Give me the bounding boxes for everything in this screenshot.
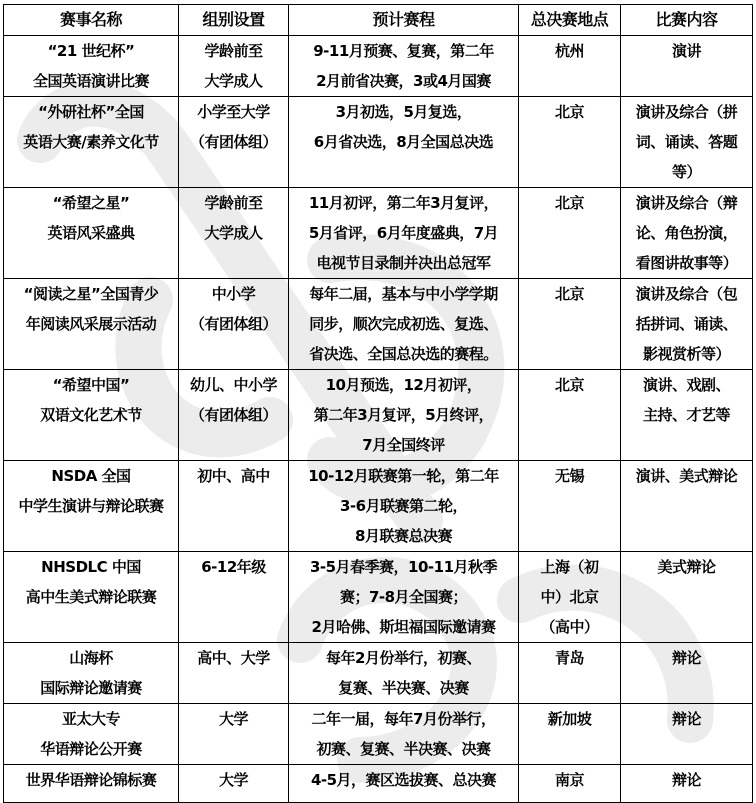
table-row <box>4 188 753 279</box>
cell-schedule <box>289 97 519 188</box>
header-final-venue: 总决赛地点 <box>519 5 621 36</box>
cell-line: 论、角色扮演， <box>635 224 738 242</box>
cell-line: 每年二届，基本与中小学学期 <box>309 285 498 303</box>
cell-line: 6-12年级 <box>201 558 266 576</box>
cell-content <box>621 370 753 461</box>
cell-line: 复赛、半决赛、决赛 <box>338 679 469 697</box>
cell-final-venue <box>519 461 621 552</box>
cell-line: 看图讲故事等） <box>635 254 738 272</box>
cell-line: 大学 <box>218 771 248 789</box>
cell-line: 中）北京 <box>540 588 599 606</box>
cell-line: （高中） <box>540 618 599 636</box>
cell-line: （有团体组） <box>189 406 277 424</box>
cell-line: 赛；7-8月全国赛； <box>339 588 468 606</box>
cell-final-venue <box>519 279 621 370</box>
cell-line: 国际辩论邀请赛 <box>40 679 142 697</box>
cell-group <box>179 370 289 461</box>
cell-line: 山海杯 <box>69 649 113 667</box>
cell-line: 辩论 <box>671 771 701 789</box>
cell-final-venue <box>519 370 621 461</box>
cell-line: 演讲、美式辩论 <box>635 467 738 485</box>
cell-group <box>179 188 289 279</box>
cell-line: 影视赏析等） <box>642 345 730 363</box>
cell-line: 演讲及综合（包 <box>635 285 738 303</box>
header-group: 组别设置 <box>179 5 289 36</box>
cell-line: 词、诵读、答题 <box>635 133 738 151</box>
cell-group <box>179 36 289 97</box>
cell-event-name <box>4 461 179 552</box>
cell-event-name <box>4 643 179 704</box>
cell-event-name <box>4 370 179 461</box>
cell-group <box>179 704 289 765</box>
cell-line: 北京 <box>554 103 584 121</box>
cell-line: 北京 <box>554 376 584 394</box>
cell-content <box>621 97 753 188</box>
table-row <box>4 552 753 643</box>
cell-group <box>179 643 289 704</box>
cell-content <box>621 279 753 370</box>
cell-line: 全国英语演讲比赛 <box>32 72 149 90</box>
cell-line: 小学至大学 <box>197 103 270 121</box>
cell-event-name <box>4 552 179 643</box>
cell-line: 大学成人 <box>204 224 263 242</box>
cell-line: 主持、才艺等 <box>642 406 730 424</box>
cell-line: 3-6月联赛第二轮， <box>339 497 468 515</box>
cell-final-venue <box>519 36 621 97</box>
cell-group <box>179 97 289 188</box>
cell-line: 5月省评，6月年度盛典，7月 <box>308 224 499 242</box>
cell-line: “外研社杯”全国 <box>38 103 144 121</box>
cell-line: 辩论 <box>671 649 701 667</box>
table-row <box>4 279 753 370</box>
cell-group <box>179 552 289 643</box>
cell-content <box>621 188 753 279</box>
cell-line: 3-5月春季赛，10-11月秋季 <box>309 558 498 576</box>
cell-final-venue <box>519 188 621 279</box>
cell-line: 年阅读风采展示活动 <box>25 315 157 333</box>
table-row <box>4 704 753 765</box>
cell-line: 世界华语辩论锦标赛 <box>25 771 157 789</box>
cell-line: 学龄前至 <box>204 194 263 212</box>
cell-line: 上海（初 <box>540 558 599 576</box>
cell-line: 演讲、戏剧、 <box>642 376 730 394</box>
cell-event-name <box>4 704 179 765</box>
cell-line: 大学 <box>218 710 248 728</box>
cell-line: 初中、高中 <box>197 467 270 485</box>
cell-line: 北京 <box>554 285 584 303</box>
table-row <box>4 461 753 552</box>
cell-group <box>179 461 289 552</box>
cell-line: 幼儿、中小学 <box>189 376 277 394</box>
cell-group <box>179 279 289 370</box>
cell-line: “希望中国” <box>52 376 130 394</box>
cell-schedule <box>289 370 519 461</box>
header-row <box>4 5 753 36</box>
cell-schedule <box>289 461 519 552</box>
cell-line: 大学成人 <box>204 72 263 90</box>
cell-line: 演讲 <box>671 42 701 60</box>
cell-line: 南京 <box>554 771 584 789</box>
cell-line: 中小学 <box>211 285 256 303</box>
cell-line: 英语风采盛典 <box>47 224 135 242</box>
cell-final-venue <box>519 97 621 188</box>
cell-line: “阅读之星”全国青少 <box>23 285 159 303</box>
cell-line: 初赛、复赛、半决赛、决赛 <box>316 740 491 758</box>
cell-line: 二年一届，每年7月份举行， <box>311 710 496 728</box>
cell-line: 演讲及综合（辩 <box>635 194 738 212</box>
cell-final-venue <box>519 704 621 765</box>
cell-line: 辩论 <box>671 710 701 728</box>
header-content: 比赛内容 <box>621 5 753 36</box>
table-row <box>4 643 753 704</box>
cell-line: 每年2月份举行，初赛、 <box>326 649 481 667</box>
cell-schedule <box>289 552 519 643</box>
cell-line: 英语大赛/素养文化节 <box>23 133 159 151</box>
cell-line: 杭州 <box>554 42 584 60</box>
cell-line: 演讲及综合（拼 <box>635 103 738 121</box>
header-event-name: 赛事名称 <box>4 5 179 36</box>
cell-line: 亚太大专 <box>61 710 120 728</box>
cell-content <box>621 36 753 97</box>
cell-line: NHSDLC 中国 <box>41 558 141 576</box>
cell-schedule <box>289 643 519 704</box>
header-schedule: 预计赛程 <box>289 5 519 36</box>
cell-line: 美式辩论 <box>657 558 716 576</box>
cell-line: 中学生演讲与辩论联赛 <box>18 497 164 515</box>
cell-event-name <box>4 279 179 370</box>
table-row <box>4 370 753 461</box>
cell-line: 双语文化艺术节 <box>40 406 142 424</box>
cell-line: （有团体组） <box>189 315 277 333</box>
cell-line: 4-5月，赛区选拔赛、总决赛 <box>310 771 497 789</box>
cell-event-name <box>4 97 179 188</box>
cell-schedule <box>289 279 519 370</box>
cell-line: 新加坡 <box>547 710 592 728</box>
cell-line: 2月前省决赛，3或4月国赛 <box>316 72 491 90</box>
cell-line: 省决选、全国总决选的赛程。 <box>309 345 498 363</box>
cell-line: （有团体组） <box>189 133 277 151</box>
cell-line: 9-11月预赛、复赛，第二年 <box>313 42 494 60</box>
cell-line: 6月省决选，8月全国总决选 <box>313 133 494 151</box>
cell-line: 同步，顺次完成初选、复选、 <box>309 315 498 333</box>
cell-line: 2月哈佛、斯坦福国际邀请赛 <box>311 618 496 636</box>
cell-schedule <box>289 188 519 279</box>
cell-line: 第二年3月复评，5月终评， <box>313 406 494 424</box>
cell-final-venue <box>519 552 621 643</box>
cell-final-venue <box>519 643 621 704</box>
cell-line: 北京 <box>554 194 584 212</box>
cell-schedule <box>289 36 519 97</box>
cell-line: 青岛 <box>554 649 584 667</box>
cell-line: 10-12月联赛第一轮，第二年 <box>308 467 499 485</box>
cell-event-name <box>4 36 179 97</box>
cell-line: 8月联赛总决赛 <box>355 527 452 545</box>
cell-line: 无锡 <box>554 467 584 485</box>
cell-content <box>621 643 753 704</box>
cell-line: 括拼词、诵读、 <box>635 315 738 333</box>
cell-line: 华语辩论公开赛 <box>40 740 142 758</box>
cell-content <box>621 552 753 643</box>
cell-line: 高中生美式辩论联赛 <box>25 588 157 606</box>
cell-schedule <box>289 704 519 765</box>
cell-line: 7月全国终评 <box>362 436 445 454</box>
table-row <box>4 36 753 97</box>
cell-content <box>621 461 753 552</box>
cell-line: NSDA 全国 <box>51 467 131 485</box>
cell-line: 等） <box>671 163 701 181</box>
cell-line: 电视节目录制并决出总冠军 <box>316 254 491 272</box>
cell-line: 学龄前至 <box>204 42 263 60</box>
cell-line: 3月初选，5月复选， <box>335 103 472 121</box>
cell-line: “21 世纪杯” <box>47 42 135 60</box>
cell-line: 10月预选，12月初评， <box>325 376 482 394</box>
cell-event-name <box>4 188 179 279</box>
events-table <box>3 4 753 803</box>
cell-line: 11月初评，第二年3月复评， <box>308 194 499 212</box>
table-row <box>4 97 753 188</box>
cell-line: 高中、大学 <box>197 649 270 667</box>
cell-line: “希望之星” <box>52 194 130 212</box>
cell-content <box>621 704 753 765</box>
